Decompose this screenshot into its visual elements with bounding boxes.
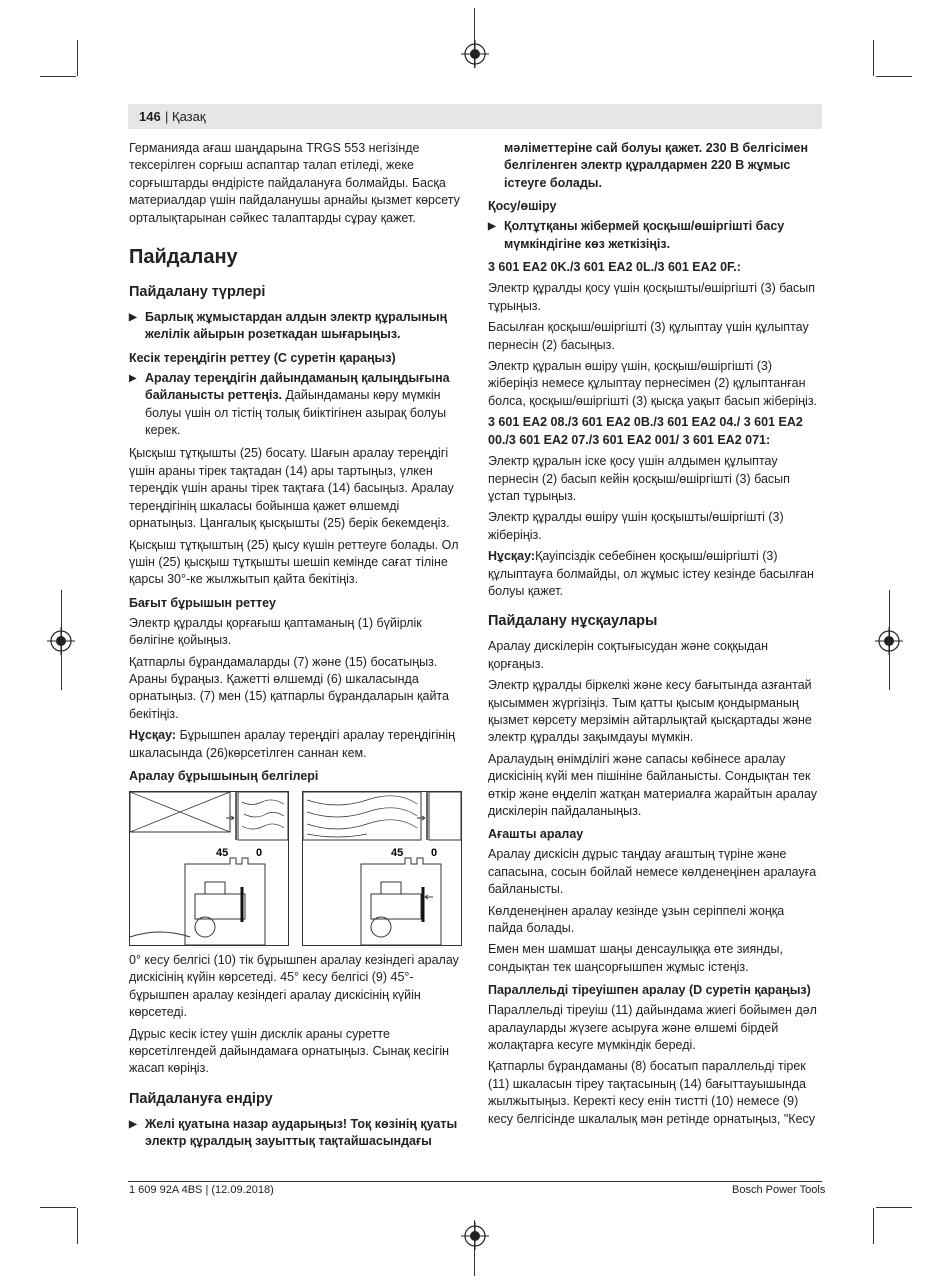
on-paragraph-5: Электр құралды өшіру үшін қосқышты/өшіргішті (3) жіберіңіз. (488, 510, 784, 542)
footer-rule (128, 1181, 822, 1182)
fig-label-0: 0 (431, 846, 438, 859)
crop-mark (40, 1207, 76, 1208)
header-language: Қазақ (172, 109, 206, 124)
crop-mark (876, 1207, 912, 1208)
fig-label-45: 45 (391, 846, 404, 859)
bullet-text: Дайындаманы көру мүмкін болуы үшін ол тістің толық биіктігінен азырақ болуы керек. (145, 388, 447, 438)
bullet-bold-text: Аралау тереңдігін дайындаманың қалыңдығына байланысты реттеңіз. (145, 370, 450, 403)
heading-start-up: Пайдалануға ендіру (129, 1090, 273, 1107)
note-label: Нұсқау: (129, 728, 177, 743)
figure-cut-mark-0 (129, 791, 289, 946)
bullet-triangle-icon: ▶ (129, 312, 137, 324)
bullet-text: Барлық жұмыстардан алдын электр құралының желілік айырын розеткадан шығарыңыз. (145, 310, 448, 342)
crop-mark (876, 76, 912, 77)
right-column (488, 140, 821, 1132)
heading-on-off: Қосу/өшіру (488, 199, 557, 214)
angle-paragraph-2: Қатпарлы бұрандамаларды (7) және (15) босатыңыз. Араны бұраңыз. Қажетті өлшемді (6) шкаласында орнатыңыз. (7) мен (15) қатпарлы бұрандаларын қайта бекітіңіз. (129, 654, 449, 721)
instr-paragraph-2: Электр құралды біркелкі және кесу бағытында азғантай қысыммен жүргізіңіз. Тым қатты қысым қондырманың қызмет көрсету мерзімін айтарлықтай қысқартады және электр құралды зақымдауы мүмкін. (488, 678, 812, 745)
bullet-triangle-icon: ▶ (129, 372, 137, 384)
marks-paragraph-1: 0° кесу белгісі (10) тік бұрышпен аралау кезіндегі аралау дискісінің күйін көрсетеді. 45° кесу белгісі (9) 45°-бұрышпен аралау кезіндегі аралау дискісінің күйін көрсетеді. (129, 952, 459, 1020)
heading-angle-marks: Аралау бұрышының белгілері (129, 768, 319, 783)
bullet-voltage-continued (488, 140, 821, 192)
crop-mark (40, 76, 76, 77)
heading-parallel-guide: Параллельді тіреуішпен аралау (D суретін қараңыз) (488, 983, 811, 998)
saw-diagram-icon (303, 792, 461, 945)
bullet-triangle-icon: ▶ (488, 221, 496, 233)
registration-mark-icon (47, 627, 75, 655)
intro-paragraph: Германияда ағаш шаңдарына TRGS 553 негізінде тексерілген сорғыш аспаптар талап етіледі, жеке сорғыштарды өндірісте пайдалануға болмайды. Басқа материалдар үшін пайдаланушы арнайы қызмет көрсету орталықтарынан сәйкес талаптарды сұрау қажет. (129, 141, 460, 225)
crop-mark (873, 40, 874, 76)
parallel-paragraph-2: Қатпарлы бұрандаманы (8) босатып параллельді тірек (11) шкаласын тіреу тақтасының (14) бағыттауышында жылжытыңыз. Керекті кесу енін тистті (10) немесе (9) кесу белгісінде шкалалық мән ретінде орнатыңыз, "Кесу (488, 1059, 816, 1126)
fig-label-0: 0 (256, 846, 263, 859)
heading-instructions: Пайдалану нұсқаулары (488, 613, 658, 630)
on-paragraph-1: Электр құралды қосу үшін қосқышты/өшіргішті (3) басып тұрыңыз. (488, 281, 816, 313)
bullet-text: мәліметтеріне сай болуы қажет. 230 В белгісімен белгіленген электр құралдармен 220 В жұмыс істеуге болады. (504, 141, 809, 190)
bullet-unplug (129, 309, 462, 344)
left-column (129, 140, 462, 1157)
safety-note (488, 548, 821, 600)
section-title-usage: Пайдалану (129, 246, 238, 269)
heading-cut-depth: Кесік тереңдігін реттеу (С суретін қараңыз) (129, 350, 396, 365)
heading-angle: Бағыт бұрышын реттеу (129, 595, 276, 610)
on-paragraph-4: Электр құралын іске қосу үшін алдымен құлыптау пернесін (2) басып кейін қосқыш/өшіргішті (3) басып ұстап тұрыңыз. (488, 454, 790, 503)
wood-paragraph-2: Көлденеңінен аралау кезінде ұзын серіппелі жоңқа пайда болады. (488, 903, 785, 936)
model-numbers-2: 3 601 EA2 08./3 601 EA2 0B./3 601 EA2 04./ 3 601 EA2 00./3 601 EA2 07./3 601 EA2 001/ 3 601 EA2 071: (488, 415, 803, 447)
wood-paragraph-1: Аралау дискісін дұрыс таңдау ағаштың түріне және сапасына, сосын бойлай немесе көлденеңінен аралауға байланысты. (488, 847, 817, 897)
bullet-triangle-icon: ▶ (129, 1118, 137, 1130)
figure-cut-mark-45 (302, 791, 462, 946)
bullet-switch (488, 218, 821, 253)
page-header-bar (128, 104, 822, 129)
instr-paragraph-3: Аралаудың өнімділігі және сапасы көбінесе аралау дискісінің күйі мен пішініне байланысты. Сондықтан тек өткір және өңделіп жатқан материалға жарайтын аралау дискілерін пайдаланыңыз. (488, 751, 818, 818)
bullet-text: Желі қуатына назар аударыңыз! Тоқ көзінің қуаты электр құралдың зауыттық тақтайшасындағы (145, 1116, 458, 1149)
depth-paragraph-2: Қысқыш тұтқыштың (25) қысу күшін реттеуге болады. Ол үшін (25) қысқыш тұтқышты шешіп кемінде сағат тіліне қарсы 30°-ке жылжытып қайта бекітіңіз. (129, 537, 459, 587)
registration-mark-icon (875, 627, 903, 655)
crop-mark (77, 1208, 78, 1244)
bullet-depth (129, 370, 462, 440)
fig-label-45: 45 (216, 846, 229, 859)
registration-mark-icon (461, 1222, 489, 1250)
note-label: Нұсқау: (488, 549, 536, 564)
marks-paragraph-2: Дұрыс кесік істеу үшін дисклік араны суретте көрсетілгендей дайындамаға орнатыңыз. Сынақ кесігін жасап көріңіз. (129, 1026, 450, 1076)
registration-mark-icon (461, 40, 489, 68)
header-separator: | (165, 109, 169, 124)
model-numbers-1: 3 601 EA2 0K./3 601 EA2 0L./3 601 EA2 0F.: (488, 260, 741, 275)
instr-paragraph-1: Аралау дискілерін соқтығысудан және соққыдан қорғаңыз. (488, 639, 769, 671)
wood-paragraph-3: Емен мен шамшат шаңы денсаулыққа өте зиянды, сондықтан тек шаңсорғышпен жұмыс істеңіз. (488, 942, 783, 974)
note-text: Бұрышпен аралау тереңдігі аралау тереңдігінің шкаласында (26)көрсетілген саннан кем. (129, 728, 456, 760)
note-text: Қауіпсіздік себебінен қосқыш/өшіргішті (3) құлыптауға болмайды, ол жұмыс істеу кезінде басылған болуы қажет. (488, 549, 814, 598)
depth-paragraph-1: Қысқыш тұтқышты (25) босату. Шағын аралау тереңдігі үшін араны тірек тақтадан (14) ары тартыңыз, үлкен тереңдік үшін араны тірек тақтаға (14) басыңыз. Аралау тереңдігінің шкаласы бойынша қажет өлшемді орнатыңыз. Цангалық қысқышты (25) берік бекемдеңіз. (129, 446, 454, 531)
bullet-text: Қолтұтқаны жібермей қосқыш/өшіргішті басу мүмкіндігіне көз жеткізіңіз. (504, 219, 785, 251)
footer-brand: Bosch Power Tools (732, 1184, 826, 1196)
heading-usage-types: Пайдалану түрлері (129, 284, 266, 301)
saw-diagram-icon (130, 792, 288, 945)
figure-row (129, 791, 462, 946)
bullet-voltage (129, 1116, 462, 1151)
on-paragraph-3: Электр құралын өшіру үшін, қосқыш/өшіргішті (3) жіберіңіз немесе құлыптау пернесімен (2) құлыптанған болса, қосқыш/өшіргішті (3) қысқа уақыт басып жіберіңіз. (488, 359, 818, 408)
crop-mark (77, 40, 78, 76)
page-number: 146 (139, 109, 161, 124)
footer-doc-id: 1 609 92A 4BS | (12.09.2018) (129, 1184, 274, 1196)
crop-mark (873, 1208, 874, 1244)
angle-paragraph-1: Электр құралды қорғағыш қаптаманың (1) бүйірлік бөлігіне қойыңыз. (129, 615, 422, 648)
heading-wood-sawing: Ағашты аралау (488, 827, 584, 842)
on-paragraph-2: Басылған қосқыш/өшіргішті (3) құлыптау үшін құлыптау пернесін (2) басыңыз. (488, 320, 809, 352)
angle-note (129, 727, 462, 762)
parallel-paragraph-1: Параллельді тіреуіш (11) дайындама жиегі бойымен дәл аралауларды жүзеге асыруға және өлшемі бірдей жолақтарға кесуге мүмкіндік береді. (488, 1003, 817, 1053)
